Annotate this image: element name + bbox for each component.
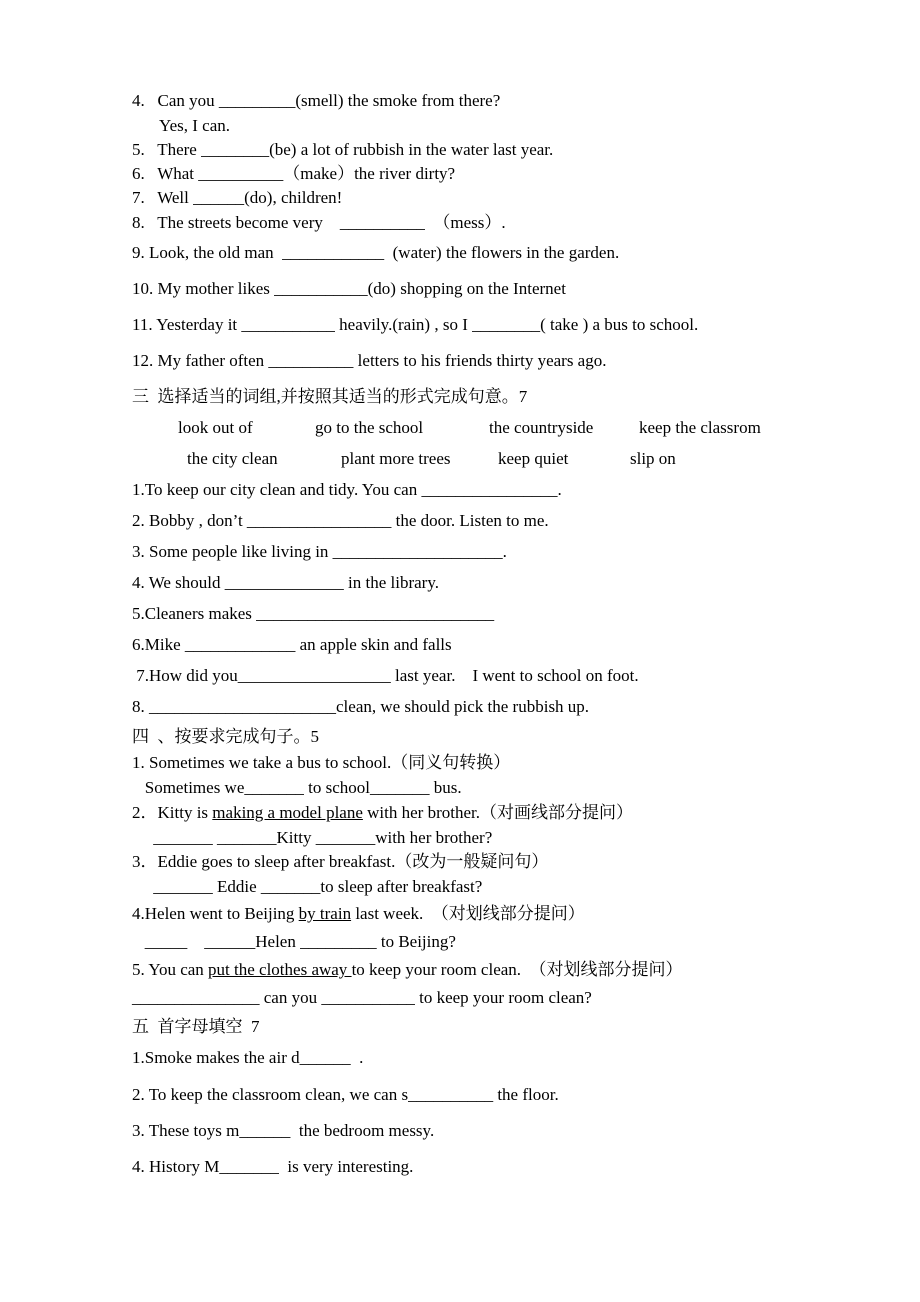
- q2-underlined: making a model plane: [212, 803, 363, 822]
- section-4-q2: [132, 803, 633, 823]
- q2-suffix: with her brother.（对画线部分提问）: [362, 803, 633, 822]
- section-3-item-8: 8. ______________________clean, we should pick the rubbish up.: [132, 697, 590, 716]
- item-text: Can you _________(smell) the smoke from there?: [157, 91, 501, 110]
- section-3-item-7: 7.How did you__________________ last year. I went to school on foot.: [132, 666, 639, 685]
- q5-prefix: 5. You can: [132, 960, 209, 979]
- item-10: 10. My mother likes ___________(do) shopping on the Internet: [132, 279, 566, 298]
- item-6: [132, 164, 455, 184]
- q4-prefix: 4.Helen went to Beijing: [132, 904, 299, 923]
- item-11: 11. Yesterday it ___________ heavily.(rain) , so I ________( take ) a bus to school.: [132, 315, 699, 334]
- section-4-q3-answer: _______ Eddie _______to sleep after breakfast?: [132, 877, 483, 896]
- item-7: [132, 188, 342, 208]
- q5-suffix: to keep your room clean. （对划线部分提问）: [351, 960, 683, 979]
- item-number: 6.: [132, 164, 145, 183]
- phrase-look-out-of: look out of: [178, 418, 253, 437]
- section-5-item-3: 3. These toys m______ the bedroom messy.: [132, 1121, 435, 1140]
- item-4-answer: Yes, I can.: [159, 116, 230, 135]
- item-9: 9. Look, the old man ____________ (water) the flowers in the garden.: [132, 243, 620, 262]
- item-text: There ________(be) a lot of rubbish in the water last year.: [157, 140, 554, 159]
- section-3-item-5: 5.Cleaners makes ____________________________: [132, 604, 495, 623]
- phrase-the-city-clean: the city clean: [187, 449, 278, 468]
- item-number: 8.: [132, 213, 145, 232]
- section-3-item-2: 2. Bobby , don’t _________________ the door. Listen to me.: [132, 511, 549, 530]
- phrase-the-countryside: the countryside: [489, 418, 594, 437]
- section-5-item-4: 4. History M_______ is very interesting.: [132, 1157, 414, 1176]
- section-4-q4-answer: _____ ______Helen _________ to Beijing?: [132, 932, 456, 951]
- item-8: [132, 213, 506, 233]
- section-4-q1-answer: Sometimes we_______ to school_______ bus.: [132, 778, 462, 797]
- section-4-q5: [132, 960, 683, 980]
- section-4-q5-answer: _______________ can you ___________ to keep your room clean?: [132, 988, 592, 1007]
- phrase-keep-quiet: keep quiet: [498, 449, 569, 468]
- item-text: What __________（make）the river dirty?: [157, 164, 456, 183]
- item-number: 7.: [132, 188, 145, 207]
- section-5-title: 五 首字母填空 7: [132, 1017, 260, 1036]
- section-5-item-2: 2. To keep the classroom clean, we can s__________ the floor.: [132, 1085, 559, 1104]
- q2-prefix: 2．Kitty is: [132, 803, 213, 822]
- section-4-q4: [132, 904, 585, 924]
- section-4-q2-answer: _______ _______Kitty _______with her brother?: [132, 828, 493, 847]
- phrase-plant-more-trees: plant more trees: [341, 449, 451, 468]
- item-number: 4.: [132, 91, 145, 110]
- q4-suffix: last week. （对划线部分提问）: [351, 904, 585, 923]
- section-3-item-3: 3. Some people like living in ____________________.: [132, 542, 507, 561]
- section-3-title: 三 选择适当的词组,并按照其适当的形式完成句意。7: [132, 387, 528, 406]
- section-5-item-1: 1.Smoke makes the air d______ .: [132, 1048, 364, 1067]
- phrase-go-to-the-school: go to the school: [315, 418, 424, 437]
- section-3-item-1: 1.To keep our city clean and tidy. You can ________________.: [132, 480, 562, 499]
- section-4-title: 四 、按要求完成句子。5: [132, 727, 319, 746]
- section-3-item-6: 6.Mike _____________ an apple skin and falls: [132, 635, 452, 654]
- item-text: Well ______(do), children!: [157, 188, 343, 207]
- q5-underlined: put the clothes away: [208, 960, 352, 979]
- item-text: The streets become very __________ （mess）.: [157, 213, 506, 232]
- section-3-item-4: 4. We should ______________ in the library.: [132, 573, 439, 592]
- item-5: [132, 140, 553, 160]
- section-4-q1: 1. Sometimes we take a bus to school.（同义句转换）: [132, 753, 511, 772]
- q4-underlined: by train: [298, 904, 352, 923]
- item-number: 5.: [132, 140, 145, 159]
- item-12: 12. My father often __________ letters to his friends thirty years ago.: [132, 351, 607, 370]
- item-4: [132, 91, 500, 111]
- section-4-q3: 3．Eddie goes to sleep after breakfast.（改为一般疑问句）: [132, 852, 549, 871]
- phrase-keep-the-classrom: keep the classrom: [639, 418, 761, 437]
- phrase-slip-on: slip on: [630, 449, 676, 468]
